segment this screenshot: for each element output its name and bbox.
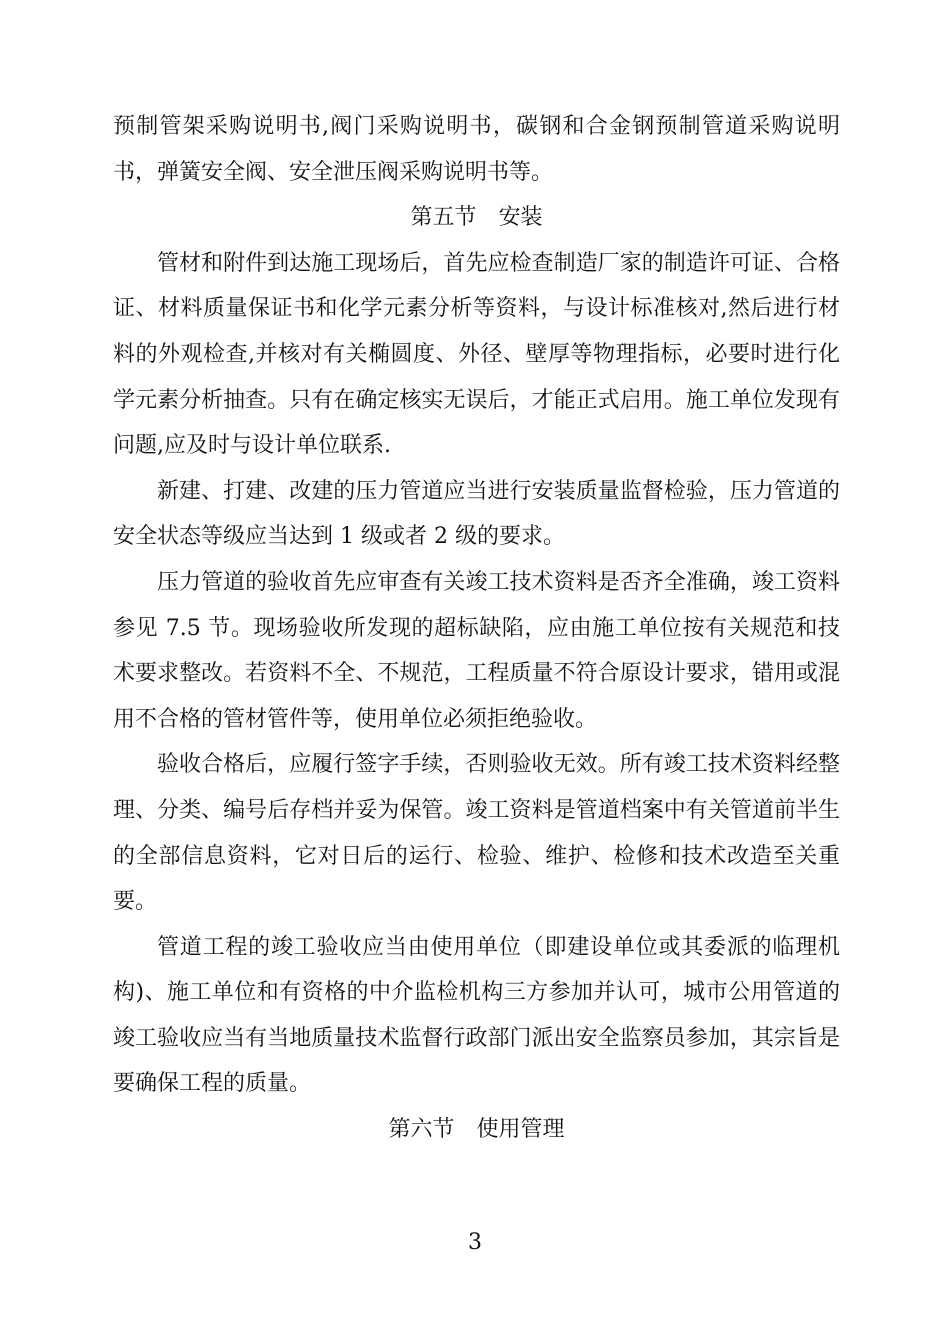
section-heading-usage-management: [113, 1107, 840, 1153]
paragraph-procurement-specs: 预制管架采购说明书,阀门采购说明书，碳钢和合金钢预制管道采购说明书，弹簧安全阀、安全泄压阀采购说明书等。: [113, 114, 840, 185]
section-heading-installation: [113, 195, 840, 241]
section-number: 第六节: [388, 1117, 455, 1143]
paragraph-material-inspection: 管材和附件到达施工现场后，首先应检查制造厂家的制造许可证、合格证、材料质量保证书和化学元素分析等资料，与设计标准核对,然后进行材料的外观检查,并核对有关椭圆度、外径、壁厚等物理指标，必要时进行化学元素分析抽查。只有在确定核实无误后，才能正式启用。施工单位发现有问题,应及时与设计单位联系.: [113, 250, 840, 459]
paragraph-completion-acceptance: 管道工程的竣工验收应当由使用单位（即建设单位或其委派的临理机构)、施工单位和有资格的中介监检机构三方参加并认可，城市公用管道的竣工验收应当有当地质量技术监督行政部门派出安全监察员参加，其宗旨是要确保工程的质量。: [113, 934, 840, 1097]
section-number: 第五节: [410, 205, 477, 231]
paragraph-acceptance-review: 压力管道的验收首先应审查有关竣工技术资料是否齐全准确，竣工资料参见 7.5 节。现场验收所发现的超标缺陷，应由施工单位按有关规范和技术要求整改。若资料不全、不规范，工程质量不符合原设计要求，错用或混用不合格的管材管件等，使用单位必须拒绝验收。: [113, 569, 840, 732]
document-body: [113, 104, 840, 1153]
section-title: 安装: [498, 205, 543, 231]
section-title: 使用管理: [476, 1117, 565, 1143]
page-number: 3: [468, 1230, 482, 1255]
paragraph-installation-inspection: 新建、打建、改建的压力管道应当进行安装质量监督检验，压力管道的安全状态等级应当达到 1 级或者 2 级的要求。: [113, 478, 840, 550]
paragraph-acceptance-signoff: 验收合格后，应履行签字手续，否则验收无效。所有竣工技术资料经整理、分类、编号后存档并妥为保管。竣工资料是管道档案中有关管道前半生的全部信息资料，它对日后的运行、检验、维护、检修和技术改造至关重要。: [113, 752, 840, 915]
